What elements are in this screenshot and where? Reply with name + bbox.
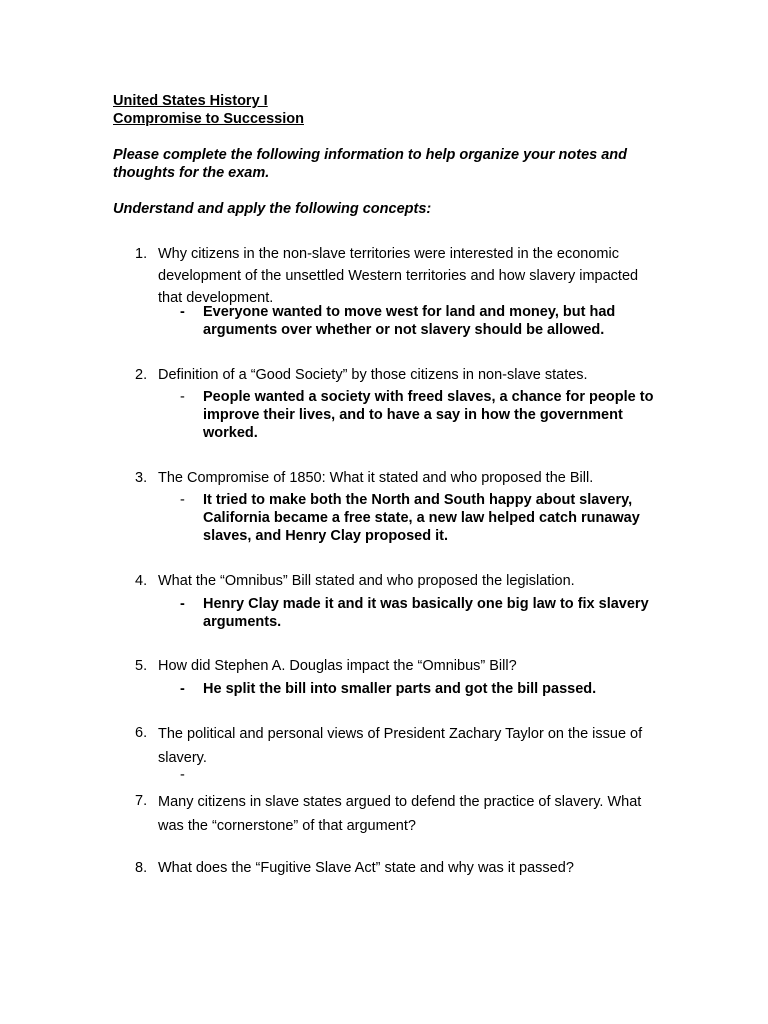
question-number: 2. — [135, 367, 148, 383]
answer-bullet: - — [180, 492, 185, 508]
course-title: United States History I — [113, 93, 268, 109]
answer-bullet: - — [180, 304, 185, 320]
question-number: 8. — [135, 860, 148, 876]
question-text: The Compromise of 1850: What it stated and who proposed the Bill. — [158, 470, 594, 486]
question-number: 1. — [135, 246, 148, 262]
question-text: What does the “Fugitive Slave Act” state and why was it passed? — [158, 860, 574, 876]
answer-bullet: - — [180, 681, 185, 697]
instructions-text: Please complete the following information to help organize your notes and thoughts for the exam. — [113, 147, 627, 181]
question-text: Definition of a “Good Society” by those citizens in non-slave states. — [158, 367, 588, 383]
question-number: 3. — [135, 470, 148, 486]
question-text: What the “Omnibus” Bill stated and who proposed the legislation. — [158, 573, 575, 589]
question-text: Why citizens in the non-slave territories were interested in the economic development of the unsettled Western territories and how slavery impacted that development. — [158, 246, 639, 306]
answer-bullet: - — [180, 767, 185, 783]
question-number: 6. — [135, 725, 148, 741]
concepts-heading: Understand and apply the following concepts: — [113, 201, 432, 217]
question-number: 5. — [135, 658, 148, 674]
question-text: Many citizens in slave states argued to defend the practice of slavery. What was the “cornerstone” of that argument? — [158, 794, 642, 834]
answer-bullet: - — [180, 596, 185, 612]
question-number: 4. — [135, 573, 148, 589]
answer-text: It tried to make both the North and South happy about slavery, California became a free state, a new law helped catch runaway slaves, and Henry Clay proposed it. — [203, 492, 640, 544]
answer-text: He split the bill into smaller parts and got the bill passed. — [203, 681, 597, 697]
answer-text: People wanted a society with freed slaves, a chance for people to improve their lives, and to have a say in how the government worked. — [203, 389, 654, 441]
answer-text: Henry Clay made it and it was basically one big law to fix slavery arguments. — [203, 596, 649, 630]
unit-title: Compromise to Succession — [113, 111, 304, 127]
answer-bullet: - — [180, 389, 185, 405]
question-text: The political and personal views of President Zachary Taylor on the issue of slavery. — [158, 726, 643, 766]
question-text: How did Stephen A. Douglas impact the “Omnibus” Bill? — [158, 658, 517, 674]
question-number: 7. — [135, 793, 148, 809]
answer-text: Everyone wanted to move west for land and money, but had arguments over whether or not slavery should be allowed. — [203, 304, 616, 338]
